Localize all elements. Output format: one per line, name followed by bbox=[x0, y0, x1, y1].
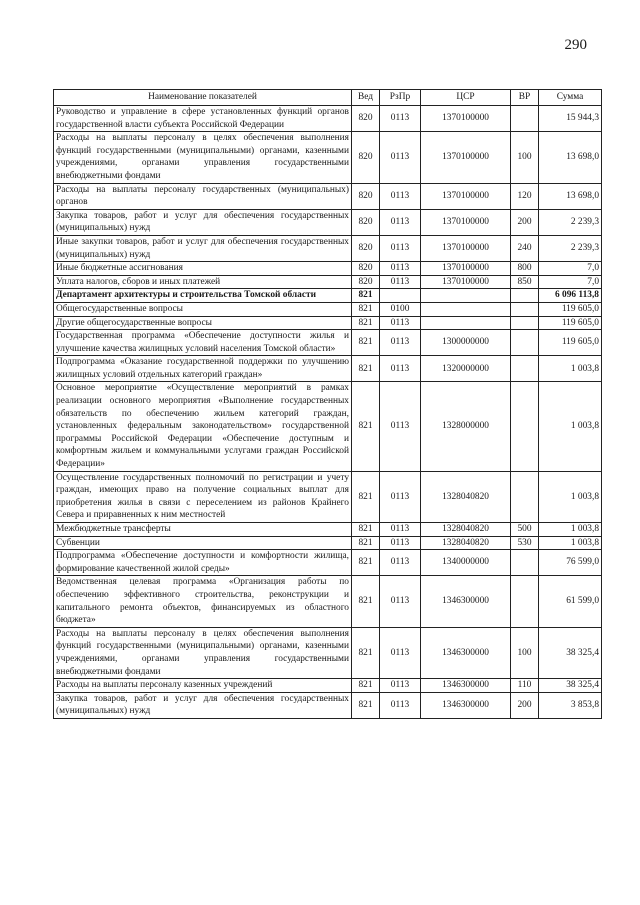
cell-sum: 38 325,4 bbox=[539, 627, 602, 678]
table-row bbox=[54, 316, 602, 330]
cell-vr: 850 bbox=[511, 275, 539, 289]
table-row bbox=[54, 289, 602, 303]
cell-csr: 1320000000 bbox=[421, 356, 511, 382]
table-header-row bbox=[54, 90, 602, 106]
cell-csr: 1340000000 bbox=[421, 550, 511, 576]
cell-vr bbox=[511, 576, 539, 627]
cell-csr: 1370100000 bbox=[421, 209, 511, 235]
cell-vr: 120 bbox=[511, 183, 539, 209]
table-row bbox=[54, 471, 602, 522]
header-name: Наименование показателей bbox=[54, 90, 352, 106]
cell-vr: 800 bbox=[511, 262, 539, 276]
cell-sum: 2 239,3 bbox=[539, 235, 602, 261]
cell-ved: 820 bbox=[352, 209, 380, 235]
cell-ved: 821 bbox=[352, 550, 380, 576]
cell-name: Расходы на выплаты персоналу казенных учреждений bbox=[54, 679, 352, 693]
cell-ved: 821 bbox=[352, 330, 380, 356]
cell-csr: 1370100000 bbox=[421, 275, 511, 289]
cell-name: Ведомственная целевая программа «Организация работы по обеспечению эффективного строительства, реконструкции и капитального ремонта объектов, финансируемых из областного бюджета» bbox=[54, 576, 352, 627]
cell-rzpr: 0113 bbox=[380, 275, 421, 289]
cell-ved: 821 bbox=[352, 576, 380, 627]
cell-sum: 3 853,8 bbox=[539, 692, 602, 718]
cell-sum: 119 605,0 bbox=[539, 330, 602, 356]
cell-name: Осуществление государственных полномочий по регистрации и учету граждан, имеющих право на получение социальных выплат для приобретения жилья в связи с переселением из районов Крайнего Севера и приравненных к ним местностей bbox=[54, 471, 352, 522]
table-row bbox=[54, 382, 602, 471]
cell-name: Другие общегосударственные вопросы bbox=[54, 316, 352, 330]
cell-sum: 1 003,8 bbox=[539, 536, 602, 550]
cell-ved: 821 bbox=[352, 289, 380, 303]
cell-name: Подпрограмма «Обеспечение доступности и комфортности жилища, формирование качественной жилой среды» bbox=[54, 550, 352, 576]
cell-csr bbox=[421, 316, 511, 330]
cell-sum: 7,0 bbox=[539, 262, 602, 276]
cell-vr: 240 bbox=[511, 235, 539, 261]
cell-ved: 820 bbox=[352, 106, 380, 132]
cell-ved: 821 bbox=[352, 679, 380, 693]
cell-name: Руководство и управление в сфере установленных функций органов государственной власти субъекта Российской Федерации bbox=[54, 106, 352, 132]
cell-sum: 1 003,8 bbox=[539, 382, 602, 471]
table-row bbox=[54, 235, 602, 261]
cell-vr: 200 bbox=[511, 692, 539, 718]
cell-name: Государственная программа «Обеспечение доступности жилья и улучшение качества жилищных условий населения Томской области» bbox=[54, 330, 352, 356]
cell-rzpr: 0113 bbox=[380, 106, 421, 132]
cell-sum: 1 003,8 bbox=[539, 471, 602, 522]
cell-rzpr: 0113 bbox=[380, 209, 421, 235]
cell-vr bbox=[511, 471, 539, 522]
table-row bbox=[54, 209, 602, 235]
table-row bbox=[54, 550, 602, 576]
cell-name: Расходы на выплаты персоналу государственных (муниципальных) органов bbox=[54, 183, 352, 209]
cell-vr bbox=[511, 330, 539, 356]
cell-ved: 820 bbox=[352, 183, 380, 209]
cell-ved: 821 bbox=[352, 356, 380, 382]
cell-name: Иные закупки товаров, работ и услуг для обеспечения государственных (муниципальных) нужд bbox=[54, 235, 352, 261]
cell-sum: 13 698,0 bbox=[539, 183, 602, 209]
cell-csr: 1346300000 bbox=[421, 679, 511, 693]
table-row bbox=[54, 302, 602, 316]
table-row bbox=[54, 536, 602, 550]
cell-name: Расходы на выплаты персоналу в целях обеспечения выполнения функций государственными (муниципальными) органами, казенными учреждениями, органами управления государственными внебюджетными фондами bbox=[54, 132, 352, 183]
table-row bbox=[54, 132, 602, 183]
cell-sum: 61 599,0 bbox=[539, 576, 602, 627]
header-vr: ВР bbox=[511, 90, 539, 106]
table-row bbox=[54, 627, 602, 678]
cell-rzpr: 0113 bbox=[380, 471, 421, 522]
header-rzpr: РзПр bbox=[380, 90, 421, 106]
cell-name: Департамент архитектуры и строительства Томской области bbox=[54, 289, 352, 303]
cell-csr: 1346300000 bbox=[421, 692, 511, 718]
cell-ved: 820 bbox=[352, 275, 380, 289]
cell-name: Расходы на выплаты персоналу в целях обеспечения выполнения функций государственными (муниципальными) органами, казенными учреждениями, органами управления государственными внебюджетными фондами bbox=[54, 627, 352, 678]
cell-ved: 821 bbox=[352, 471, 380, 522]
cell-ved: 820 bbox=[352, 132, 380, 183]
cell-name: Закупка товаров, работ и услуг для обеспечения государственных (муниципальных) нужд bbox=[54, 692, 352, 718]
cell-csr: 1328040820 bbox=[421, 536, 511, 550]
table-row bbox=[54, 262, 602, 276]
page-number: 290 bbox=[564, 37, 587, 53]
cell-rzpr: 0113 bbox=[380, 536, 421, 550]
cell-csr: 1328040820 bbox=[421, 471, 511, 522]
cell-rzpr: 0113 bbox=[380, 576, 421, 627]
cell-name: Иные бюджетные ассигнования bbox=[54, 262, 352, 276]
cell-rzpr: 0113 bbox=[380, 356, 421, 382]
header-ved: Вед bbox=[352, 90, 380, 106]
cell-vr bbox=[511, 316, 539, 330]
cell-rzpr: 0113 bbox=[380, 692, 421, 718]
cell-rzpr: 0100 bbox=[380, 302, 421, 316]
cell-sum: 13 698,0 bbox=[539, 132, 602, 183]
cell-ved: 821 bbox=[352, 382, 380, 471]
cell-vr bbox=[511, 289, 539, 303]
cell-sum: 1 003,8 bbox=[539, 356, 602, 382]
cell-sum: 76 599,0 bbox=[539, 550, 602, 576]
cell-rzpr: 0113 bbox=[380, 627, 421, 678]
cell-csr: 1370100000 bbox=[421, 106, 511, 132]
cell-sum: 38 325,4 bbox=[539, 679, 602, 693]
cell-vr: 100 bbox=[511, 132, 539, 183]
cell-rzpr: 0113 bbox=[380, 679, 421, 693]
table-row bbox=[54, 275, 602, 289]
cell-rzpr: 0113 bbox=[380, 523, 421, 537]
cell-sum: 119 605,0 bbox=[539, 302, 602, 316]
table-row bbox=[54, 576, 602, 627]
table-row bbox=[54, 183, 602, 209]
cell-sum: 7,0 bbox=[539, 275, 602, 289]
table-row bbox=[54, 330, 602, 356]
cell-rzpr: 0113 bbox=[380, 132, 421, 183]
cell-vr bbox=[511, 106, 539, 132]
cell-vr bbox=[511, 382, 539, 471]
header-sum: Сумма bbox=[539, 90, 602, 106]
cell-sum: 119 605,0 bbox=[539, 316, 602, 330]
cell-sum: 1 003,8 bbox=[539, 523, 602, 537]
cell-csr: 1346300000 bbox=[421, 576, 511, 627]
cell-ved: 821 bbox=[352, 523, 380, 537]
cell-ved: 821 bbox=[352, 302, 380, 316]
cell-vr: 110 bbox=[511, 679, 539, 693]
cell-csr: 1328040820 bbox=[421, 523, 511, 537]
budget-table bbox=[53, 89, 602, 719]
cell-name: Субвенции bbox=[54, 536, 352, 550]
cell-rzpr: 0113 bbox=[380, 382, 421, 471]
cell-rzpr: 0113 bbox=[380, 262, 421, 276]
cell-rzpr bbox=[380, 289, 421, 303]
cell-csr: 1370100000 bbox=[421, 132, 511, 183]
cell-ved: 821 bbox=[352, 536, 380, 550]
cell-ved: 820 bbox=[352, 262, 380, 276]
cell-csr: 1370100000 bbox=[421, 183, 511, 209]
cell-name: Основное мероприятие «Осуществление мероприятий в рамках реализации основного мероприятия «Выполнение государственных обязательств по обеспечению жильем категорий граждан, установленных федеральным законодательством» государственной программы Российской Федерации «Обеспечение доступным и комфортным жильем и коммунальными услугами граждан Российской Федерации» bbox=[54, 382, 352, 471]
table-row bbox=[54, 356, 602, 382]
cell-csr bbox=[421, 302, 511, 316]
table-row bbox=[54, 692, 602, 718]
cell-ved: 821 bbox=[352, 692, 380, 718]
cell-csr: 1328000000 bbox=[421, 382, 511, 471]
cell-vr bbox=[511, 302, 539, 316]
cell-csr: 1370100000 bbox=[421, 235, 511, 261]
cell-sum: 2 239,3 bbox=[539, 209, 602, 235]
cell-rzpr: 0113 bbox=[380, 316, 421, 330]
cell-vr: 200 bbox=[511, 209, 539, 235]
table-row bbox=[54, 679, 602, 693]
cell-name: Закупка товаров, работ и услуг для обеспечения государственных (муниципальных) нужд bbox=[54, 209, 352, 235]
cell-name: Общегосударственные вопросы bbox=[54, 302, 352, 316]
cell-name: Уплата налогов, сборов и иных платежей bbox=[54, 275, 352, 289]
cell-vr: 530 bbox=[511, 536, 539, 550]
cell-rzpr: 0113 bbox=[380, 235, 421, 261]
cell-rzpr: 0113 bbox=[380, 550, 421, 576]
cell-vr: 100 bbox=[511, 627, 539, 678]
cell-csr: 1346300000 bbox=[421, 627, 511, 678]
cell-vr bbox=[511, 550, 539, 576]
header-csr: ЦСР bbox=[421, 90, 511, 106]
cell-ved: 821 bbox=[352, 316, 380, 330]
table-row bbox=[54, 523, 602, 537]
cell-sum: 15 944,3 bbox=[539, 106, 602, 132]
table-row bbox=[54, 106, 602, 132]
cell-csr: 1370100000 bbox=[421, 262, 511, 276]
cell-sum: 6 096 113,8 bbox=[539, 289, 602, 303]
cell-vr: 500 bbox=[511, 523, 539, 537]
cell-csr bbox=[421, 289, 511, 303]
cell-ved: 821 bbox=[352, 627, 380, 678]
cell-vr bbox=[511, 356, 539, 382]
table-body bbox=[54, 106, 602, 719]
cell-rzpr: 0113 bbox=[380, 330, 421, 356]
cell-ved: 820 bbox=[352, 235, 380, 261]
cell-name: Межбюджетные трансферты bbox=[54, 523, 352, 537]
cell-csr: 1300000000 bbox=[421, 330, 511, 356]
cell-rzpr: 0113 bbox=[380, 183, 421, 209]
cell-name: Подпрограмма «Оказание государственной поддержки по улучшению жилищных условий отдельных категорий граждан» bbox=[54, 356, 352, 382]
